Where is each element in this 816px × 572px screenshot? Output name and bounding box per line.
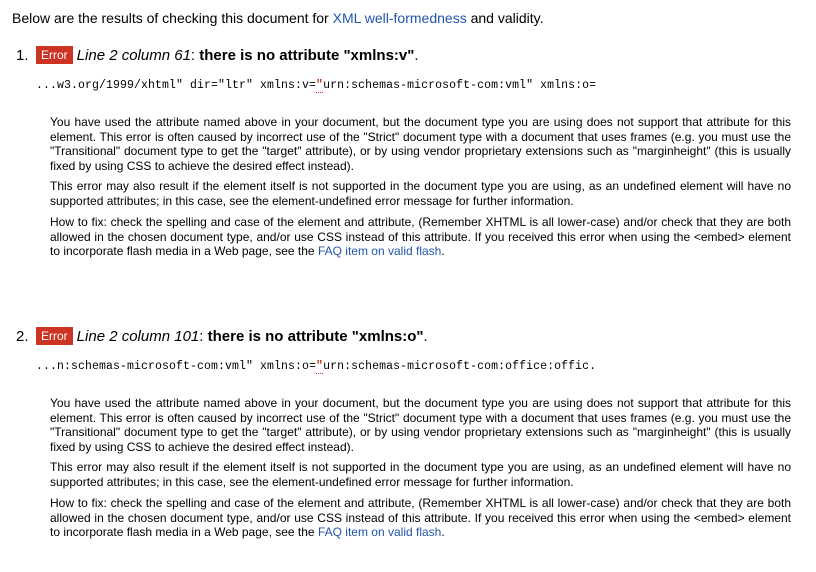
error-number: 2. [16, 328, 29, 345]
how-to-fix-text: How to fix: check the spelling and case of the element and attribute, (Remember XHTML is all lower-case) and/or check that they are both allowed in the chosen document type, and/or use CSS instead of this attribute. If you received this error when using the <embed> element to incorporate flash media in a Web page, see the [50, 215, 791, 258]
source-error-marker: " [316, 79, 324, 92]
error-badge: Error [36, 327, 73, 345]
source-after: urn:schemas-microsoft-com:vml" xmlns:o= [323, 79, 597, 92]
results-intro [12, 8, 543, 28]
error-separator: : [199, 328, 208, 345]
intro-text-before: Below are the results of checking this document for [12, 10, 333, 26]
error-separator: : [190, 47, 200, 64]
error-explanation-1: You have used the attribute named above in your document, but the document type you are using does not support that attribute for this element. This error is often caused by incorrect use of the "Strict" document type with a document that uses frames (e.g. you must use the "Transitional" document type to get the "target" attribute), or by using vendor proprietary extensions such as "marginheight" (this is usually fixed by using CSS to achieve the desired effect instead). [50, 396, 791, 454]
intro-text-after: and validity. [466, 10, 544, 26]
faq-valid-flash-link[interactable]: FAQ item on valid flash [317, 244, 442, 258]
error-explanation-2: This error may also result if the element itself is not supported in the document type you are using, as an undefined element will have no supported attributes; in this case, see the element-undefined error message for further information. [50, 460, 791, 489]
error-explanation-2: This error may also result if the element itself is not supported in the document type you are using, as an undefined element will have no supported attributes; in this case, see the element-undefined error message for further information. [50, 179, 791, 208]
error-number: 1. [16, 47, 29, 64]
error-end: . [414, 47, 419, 64]
source-error-marker: " [316, 360, 324, 373]
source-before: ...w3.org/1999/xhtml" dir="ltr" xmlns:v= [36, 79, 317, 92]
source-before: ...n:schemas-microsoft-com:vml" xmlns:o= [36, 360, 317, 373]
xml-well-formedness-link[interactable]: XML well-formedness [332, 10, 467, 26]
error-badge: Error [36, 46, 73, 64]
error-message: there is no attribute "xmlns:o" [207, 328, 424, 345]
error-heading [16, 326, 428, 348]
error-how-to-fix [50, 215, 791, 259]
source-after: urn:schemas-microsoft-com:office:offic. [323, 360, 597, 373]
how-to-fix-end: . [441, 525, 445, 539]
error-how-to-fix [50, 496, 791, 540]
error-end: . [423, 328, 428, 345]
error-explanation-1: You have used the attribute named above in your document, but the document type you are using does not support that attribute for this element. This error is often caused by incorrect use of the "Strict" document type with a document that uses frames (e.g. you must use the "Transitional" document type to get the "target" attribute), or by using vendor proprietary extensions such as "marginheight" (this is usually fixed by using CSS to achieve the desired effect instead). [50, 115, 791, 173]
source-excerpt [36, 78, 596, 94]
error-location: Line 2 column 101 [76, 328, 200, 345]
error-message: there is no attribute "xmlns:v" [199, 47, 415, 64]
how-to-fix-text: How to fix: check the spelling and case of the element and attribute, (Remember XHTML is all lower-case) and/or check that they are both allowed in the chosen document type, and/or use CSS instead of this attribute. If you received this error when using the <embed> element to incorporate flash media in a Web page, see the [50, 496, 791, 539]
error-location: Line 2 column 61 [76, 47, 191, 64]
how-to-fix-end: . [441, 244, 445, 258]
error-heading [16, 45, 419, 67]
source-excerpt [36, 359, 596, 375]
faq-valid-flash-link[interactable]: FAQ item on valid flash [317, 525, 442, 539]
